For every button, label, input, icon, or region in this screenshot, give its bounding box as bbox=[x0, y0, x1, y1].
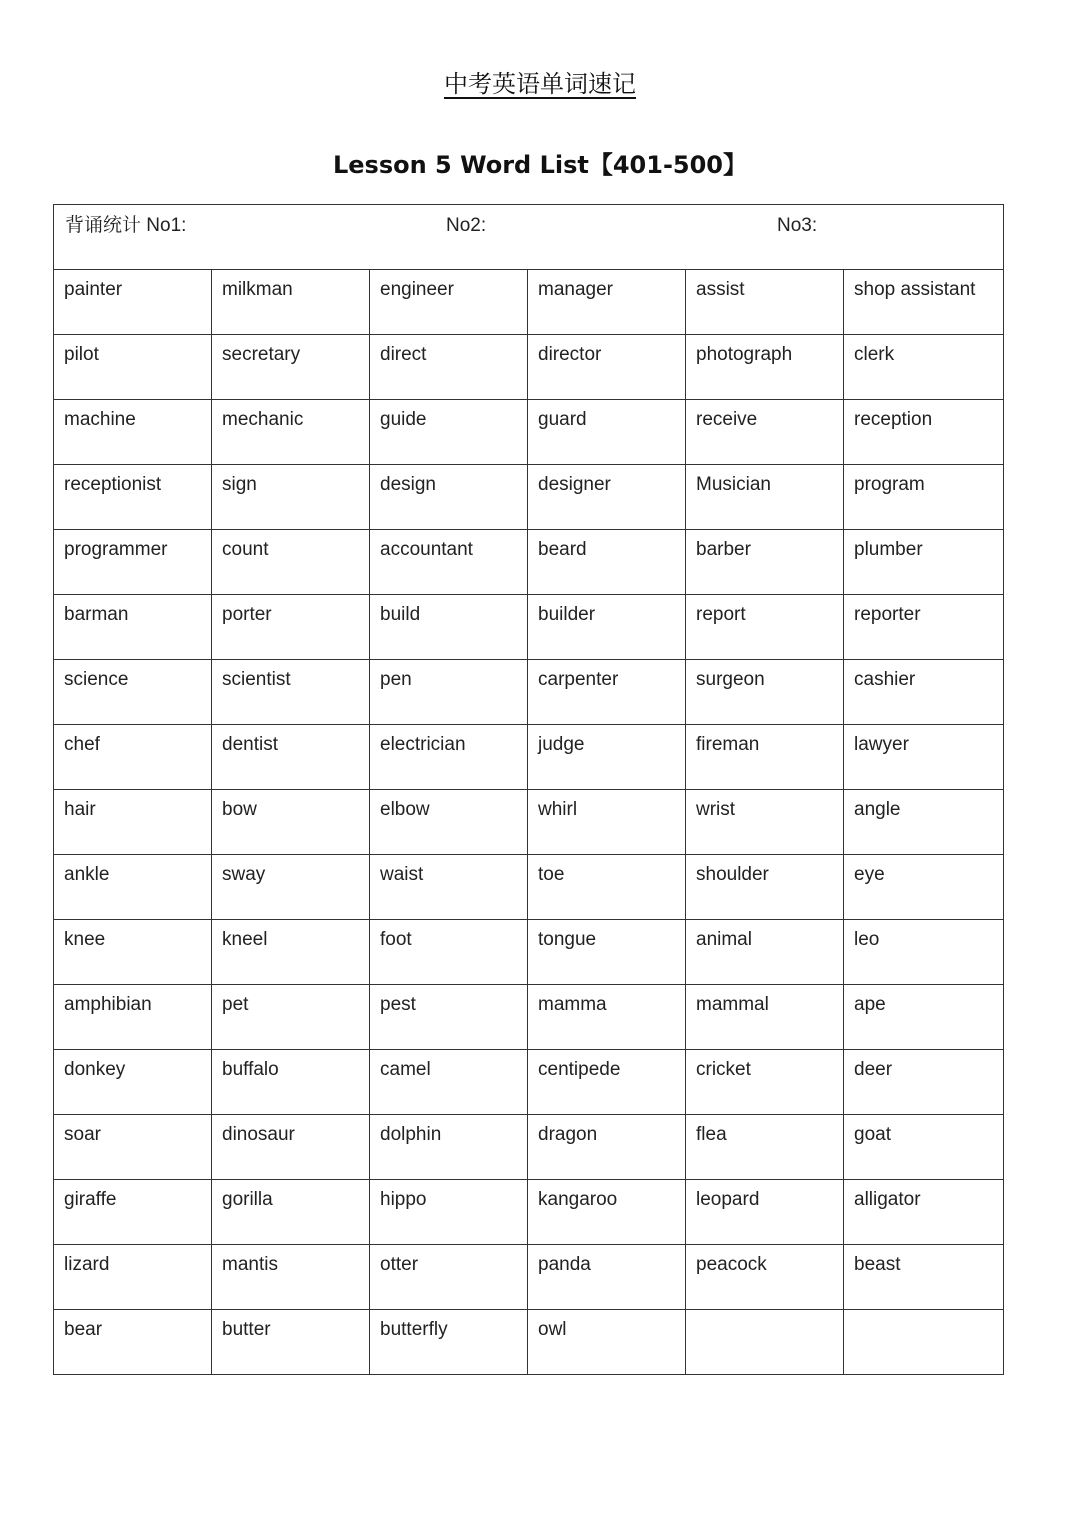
word-cell bbox=[844, 660, 1004, 725]
word-text: hair bbox=[64, 799, 96, 820]
word-text: lizard bbox=[64, 1254, 110, 1275]
word-cell bbox=[370, 1245, 528, 1310]
word-cell bbox=[212, 985, 370, 1050]
word-cell bbox=[54, 270, 212, 335]
table-row bbox=[54, 1180, 1004, 1245]
word-cell bbox=[54, 400, 212, 465]
word-text: owl bbox=[538, 1319, 567, 1340]
word-text: surgeon bbox=[696, 669, 765, 690]
word-cell bbox=[370, 790, 528, 855]
word-cell bbox=[686, 335, 844, 400]
word-text: direct bbox=[380, 344, 427, 365]
word-cell bbox=[54, 465, 212, 530]
word-cell bbox=[54, 1115, 212, 1180]
word-text: shop assistant bbox=[854, 279, 976, 300]
word-text: bow bbox=[222, 799, 257, 820]
table-row bbox=[54, 725, 1004, 790]
word-text: mamma bbox=[538, 994, 607, 1015]
word-text: programmer bbox=[64, 539, 168, 560]
table-row bbox=[54, 530, 1004, 595]
word-text: mantis bbox=[222, 1254, 278, 1275]
word-cell bbox=[212, 335, 370, 400]
word-text: photograph bbox=[696, 344, 793, 365]
document-title-text: 中考英语单词速记 bbox=[444, 70, 636, 98]
word-cell bbox=[212, 660, 370, 725]
word-text: carpenter bbox=[538, 669, 619, 690]
stat-no2-label: No2: bbox=[446, 215, 487, 236]
word-text: fireman bbox=[696, 734, 760, 755]
word-text: accountant bbox=[380, 539, 473, 560]
word-text: manager bbox=[538, 279, 613, 300]
word-text: tongue bbox=[538, 929, 597, 950]
word-cell bbox=[54, 1310, 212, 1375]
word-cell bbox=[844, 1245, 1004, 1310]
word-cell bbox=[686, 985, 844, 1050]
word-cell bbox=[370, 725, 528, 790]
word-cell bbox=[686, 595, 844, 660]
word-text: chef bbox=[64, 734, 100, 755]
word-text: design bbox=[380, 474, 436, 495]
word-text: butter bbox=[222, 1319, 271, 1340]
word-text: dentist bbox=[222, 734, 278, 755]
word-cell bbox=[528, 530, 686, 595]
table-row bbox=[54, 335, 1004, 400]
word-cell bbox=[212, 1245, 370, 1310]
word-text: director bbox=[538, 344, 602, 365]
word-text: Musician bbox=[696, 474, 771, 495]
word-cell bbox=[686, 1050, 844, 1115]
word-cell bbox=[370, 530, 528, 595]
word-text: sign bbox=[222, 474, 257, 495]
word-text: gorilla bbox=[222, 1189, 273, 1210]
word-cell bbox=[212, 270, 370, 335]
word-text: pet bbox=[222, 994, 249, 1015]
word-text: cashier bbox=[854, 669, 916, 690]
stat-no3-label: No3: bbox=[777, 215, 818, 236]
word-cell bbox=[54, 855, 212, 920]
word-text: alligator bbox=[854, 1189, 921, 1210]
word-text: porter bbox=[222, 604, 272, 625]
word-cell bbox=[528, 985, 686, 1050]
word-text: toe bbox=[538, 864, 565, 885]
word-cell bbox=[844, 1050, 1004, 1115]
table-row bbox=[54, 1050, 1004, 1115]
word-cell bbox=[370, 660, 528, 725]
word-cell bbox=[844, 920, 1004, 985]
recitation-stats-cell bbox=[54, 205, 1004, 270]
word-cell bbox=[686, 920, 844, 985]
word-cell bbox=[844, 985, 1004, 1050]
word-cell bbox=[528, 660, 686, 725]
word-text: knee bbox=[64, 929, 106, 950]
word-text: barber bbox=[696, 539, 751, 560]
word-cell bbox=[54, 660, 212, 725]
word-text: animal bbox=[696, 929, 752, 950]
word-text: wrist bbox=[696, 799, 736, 820]
word-cell bbox=[686, 1245, 844, 1310]
word-cell bbox=[686, 1180, 844, 1245]
table-row bbox=[54, 1245, 1004, 1310]
word-cell bbox=[686, 1310, 844, 1375]
word-cell bbox=[528, 1050, 686, 1115]
document-title bbox=[0, 64, 1080, 104]
word-cell bbox=[54, 1050, 212, 1115]
word-text: report bbox=[696, 604, 746, 625]
word-cell bbox=[844, 530, 1004, 595]
word-text: ape bbox=[854, 994, 886, 1015]
word-text: deer bbox=[854, 1059, 893, 1080]
word-text: panda bbox=[538, 1254, 591, 1275]
word-text: engineer bbox=[380, 279, 454, 300]
word-cell bbox=[212, 595, 370, 660]
word-text: cricket bbox=[696, 1059, 751, 1080]
word-cell bbox=[370, 920, 528, 985]
word-cell bbox=[844, 1115, 1004, 1180]
word-cell bbox=[528, 335, 686, 400]
word-cell bbox=[212, 1115, 370, 1180]
word-text: receptionist bbox=[64, 474, 162, 495]
word-text bbox=[854, 1310, 1003, 1318]
word-cell bbox=[212, 530, 370, 595]
word-cell bbox=[54, 1180, 212, 1245]
word-text: lawyer bbox=[854, 734, 909, 755]
word-cell bbox=[844, 400, 1004, 465]
word-cell bbox=[370, 1310, 528, 1375]
word-cell bbox=[686, 1115, 844, 1180]
word-text: science bbox=[64, 669, 129, 690]
word-cell bbox=[370, 465, 528, 530]
word-text: reporter bbox=[854, 604, 921, 625]
word-text: sway bbox=[222, 864, 266, 885]
word-text: angle bbox=[854, 799, 901, 820]
table-row bbox=[54, 465, 1004, 530]
word-text: kangaroo bbox=[538, 1189, 618, 1210]
word-text: beast bbox=[854, 1254, 901, 1275]
word-text: hippo bbox=[380, 1189, 427, 1210]
word-text: beard bbox=[538, 539, 587, 560]
word-cell bbox=[370, 400, 528, 465]
word-cell bbox=[54, 790, 212, 855]
word-text: peacock bbox=[696, 1254, 767, 1275]
word-text: otter bbox=[380, 1254, 419, 1275]
table-row bbox=[54, 855, 1004, 920]
word-text: reception bbox=[854, 409, 933, 430]
word-cell bbox=[528, 1180, 686, 1245]
word-cell bbox=[528, 725, 686, 790]
word-cell bbox=[370, 1050, 528, 1115]
word-cell bbox=[370, 595, 528, 660]
table-row bbox=[54, 1115, 1004, 1180]
word-text: buffalo bbox=[222, 1059, 279, 1080]
word-cell bbox=[686, 855, 844, 920]
word-text: guard bbox=[538, 409, 587, 430]
word-text: assist bbox=[696, 279, 745, 300]
word-cell bbox=[528, 1310, 686, 1375]
word-cell bbox=[54, 725, 212, 790]
word-text: mechanic bbox=[222, 409, 304, 430]
word-cell bbox=[528, 920, 686, 985]
word-cell bbox=[844, 465, 1004, 530]
word-cell bbox=[54, 1245, 212, 1310]
word-cell bbox=[370, 1180, 528, 1245]
word-cell bbox=[686, 400, 844, 465]
word-cell bbox=[528, 790, 686, 855]
word-text: leopard bbox=[696, 1189, 760, 1210]
word-cell bbox=[54, 920, 212, 985]
word-cell bbox=[212, 1050, 370, 1115]
word-text: machine bbox=[64, 409, 136, 430]
table-row bbox=[54, 920, 1004, 985]
word-text: painter bbox=[64, 279, 123, 300]
word-text: waist bbox=[380, 864, 424, 885]
word-cell bbox=[370, 985, 528, 1050]
word-cell bbox=[844, 855, 1004, 920]
word-text: kneel bbox=[222, 929, 268, 950]
word-cell bbox=[212, 400, 370, 465]
word-text: scientist bbox=[222, 669, 291, 690]
word-cell bbox=[370, 335, 528, 400]
word-text: count bbox=[222, 539, 269, 560]
word-text: mammal bbox=[696, 994, 769, 1015]
word-cell bbox=[370, 270, 528, 335]
word-cell bbox=[212, 920, 370, 985]
word-text: pen bbox=[380, 669, 412, 690]
word-text: barman bbox=[64, 604, 129, 625]
word-text: foot bbox=[380, 929, 412, 950]
table-row bbox=[54, 1310, 1004, 1375]
word-cell bbox=[528, 270, 686, 335]
word-cell bbox=[844, 595, 1004, 660]
word-text: build bbox=[380, 604, 421, 625]
word-text: soar bbox=[64, 1124, 101, 1145]
word-cell bbox=[686, 790, 844, 855]
stat-no1-label: 背诵统计 No1: bbox=[65, 215, 187, 236]
word-text: judge bbox=[538, 734, 585, 755]
table-row bbox=[54, 790, 1004, 855]
word-cell bbox=[212, 465, 370, 530]
word-cell bbox=[528, 1115, 686, 1180]
table-row bbox=[54, 400, 1004, 465]
word-text: donkey bbox=[64, 1059, 126, 1080]
word-text: secretary bbox=[222, 344, 301, 365]
word-text: dolphin bbox=[380, 1124, 442, 1145]
word-cell bbox=[528, 595, 686, 660]
word-text: flea bbox=[696, 1124, 727, 1145]
word-text: shoulder bbox=[696, 864, 769, 885]
word-cell bbox=[528, 400, 686, 465]
word-cell bbox=[844, 335, 1004, 400]
word-cell bbox=[212, 790, 370, 855]
word-cell bbox=[686, 725, 844, 790]
word-text: designer bbox=[538, 474, 611, 495]
word-text: clerk bbox=[854, 344, 895, 365]
word-cell bbox=[686, 660, 844, 725]
word-cell bbox=[370, 1115, 528, 1180]
recitation-stats-row bbox=[54, 205, 1004, 270]
word-text: butterfly bbox=[380, 1319, 448, 1340]
word-cell bbox=[212, 1180, 370, 1245]
table-row bbox=[54, 270, 1004, 335]
word-cell bbox=[54, 530, 212, 595]
word-cell bbox=[528, 465, 686, 530]
word-text: program bbox=[854, 474, 925, 495]
word-cell bbox=[844, 725, 1004, 790]
word-text bbox=[696, 1310, 843, 1318]
word-text: pilot bbox=[64, 344, 99, 365]
word-text: amphibian bbox=[64, 994, 152, 1015]
word-text: receive bbox=[696, 409, 758, 430]
word-text: electrician bbox=[380, 734, 466, 755]
table-row bbox=[54, 595, 1004, 660]
word-text: pest bbox=[380, 994, 416, 1015]
word-cell bbox=[54, 335, 212, 400]
word-text: guide bbox=[380, 409, 427, 430]
word-cell bbox=[212, 855, 370, 920]
word-text: ankle bbox=[64, 864, 110, 885]
word-cell bbox=[212, 725, 370, 790]
word-cell bbox=[212, 1310, 370, 1375]
word-cell bbox=[844, 1310, 1004, 1375]
word-text: plumber bbox=[854, 539, 923, 560]
word-cell bbox=[528, 1245, 686, 1310]
word-text: centipede bbox=[538, 1059, 621, 1080]
word-text: camel bbox=[380, 1059, 431, 1080]
word-text: bear bbox=[64, 1319, 103, 1340]
word-cell bbox=[54, 595, 212, 660]
word-text: leo bbox=[854, 929, 880, 950]
word-cell bbox=[686, 465, 844, 530]
document-subtitle: Lesson 5 Word List【401-500】 bbox=[332, 151, 748, 179]
table-row bbox=[54, 660, 1004, 725]
word-cell bbox=[844, 1180, 1004, 1245]
word-text: builder bbox=[538, 604, 596, 625]
word-cell bbox=[844, 270, 1004, 335]
word-cell bbox=[686, 270, 844, 335]
word-cell bbox=[528, 855, 686, 920]
word-text: goat bbox=[854, 1124, 891, 1145]
word-cell bbox=[686, 530, 844, 595]
word-cell bbox=[844, 790, 1004, 855]
word-cell bbox=[54, 985, 212, 1050]
word-text: elbow bbox=[380, 799, 430, 820]
word-text: dinosaur bbox=[222, 1124, 295, 1145]
word-text: milkman bbox=[222, 279, 293, 300]
word-text: giraffe bbox=[64, 1189, 117, 1210]
word-text: whirl bbox=[538, 799, 578, 820]
word-list-table bbox=[53, 204, 1004, 1375]
word-text: dragon bbox=[538, 1124, 598, 1145]
word-text: eye bbox=[854, 864, 885, 885]
table-row bbox=[54, 985, 1004, 1050]
word-cell bbox=[370, 855, 528, 920]
